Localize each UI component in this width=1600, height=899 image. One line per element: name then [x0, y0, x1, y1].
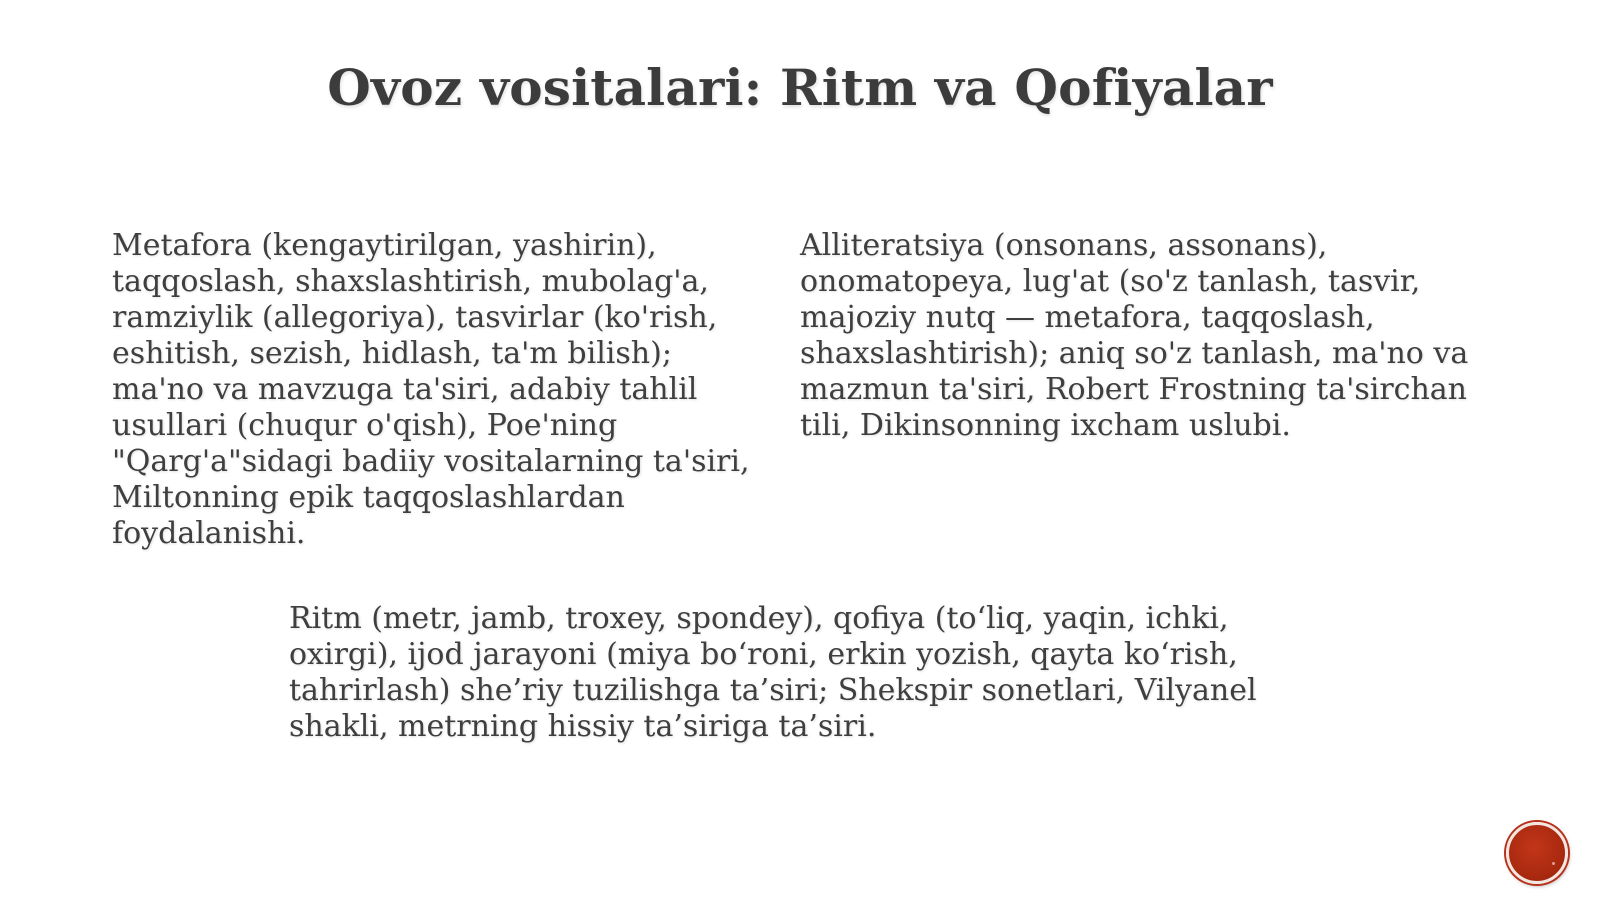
bottom-text-block: Ritm (metr, jamb, troxey, spondey), qofiya (to‘liq, yaqin, ichki, oxirgi), ijod jarayoni (miya bo‘roni, erkin yozish, qayta ko‘rish, tahrirlash) she’riy tuzilishga ta’siri; Shekspir sonetlari, Vilyanel shakli, metrning hissiy ta’siriga ta’siri.: [289, 601, 1257, 744]
right-column-text: Alliteratsiya (onsonans, assonans), onomatopeya, lug'at (so'z tanlash, tasvir, majoziy nutq — metafora, taqqoslash, shaxslashtirish); aniq so'z tanlash, ma'no va mazmun ta'siri, Robert Frostning ta'sirchan tili, Dikinsonning ixcham uslubi.: [800, 228, 1469, 443]
circle-nav-button-icon[interactable]: [1506, 822, 1568, 884]
nav-button-highlight: [1552, 862, 1555, 865]
slide-title: Ovoz vositalari: Ritm va Qofiyalar: [327, 58, 1273, 117]
left-column-text: Metafora (kengaytirilgan, yashirin), taqqoslash, shaxslashtirish, mubolag'a, ramziylik (allegoriya), tasvirlar (ko'rish, eshitish, sezish, hidlash, ta'm bilish); ma'no va mavzuga ta'siri, adabiy tahlil usullari (chuqur o'qish), Poe'ning "Qarg'a"sidagi badiiy vositalarning ta'siri, Miltonning epik taqqoslashlardan foydalanishi.: [112, 228, 750, 551]
